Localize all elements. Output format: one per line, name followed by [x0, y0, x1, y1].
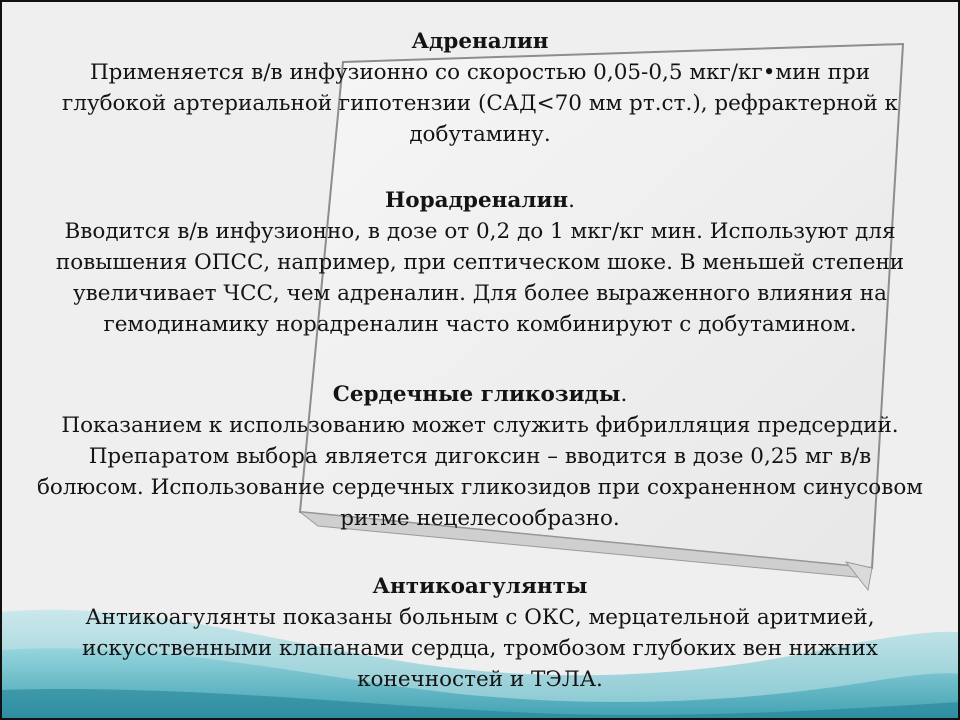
section-body	[6, 410, 954, 534]
section-heading: Антикоагулянты	[372, 574, 588, 599]
body-line: болюсом. Использование сердечных гликозидов при сохраненном синусовом	[36, 475, 924, 500]
section-anticoagulants	[6, 571, 954, 695]
body-line: повышения ОПСС, например, при септическом шоке. В меньшей степени	[55, 250, 905, 275]
body-line: увеличивает ЧСС, чем адреналин. Для более выраженного влияния на	[73, 281, 887, 306]
section-cardiac-glycosides	[6, 379, 954, 534]
section-heading: Сердечные гликозиды.	[332, 382, 628, 407]
section-adrenaline	[6, 26, 954, 150]
body-line: Показанием к использованию может служить фибрилляция предсердий.	[61, 413, 899, 438]
body-line: искусственными клапанами сердца, тромбозом глубоких вен нижних	[82, 636, 878, 661]
body-line: Препаратом выбора является дигоксин – вводится в дозе 0,25 мг в/в	[88, 444, 872, 469]
body-line: конечностей и ТЭЛА.	[357, 667, 603, 692]
body-line: глубокой артериальной гипотензии (САД<70 мм рт.ст.), рефрактерной к	[62, 91, 898, 116]
section-body	[6, 57, 954, 150]
section-heading: Адреналин	[411, 29, 549, 54]
body-line: гемодинамику норадреналин часто комбинируют с добутамином.	[103, 312, 857, 337]
body-line: Применяется в/в инфузионно со скоростью 0,05-0,5 мкг/кг•мин при	[89, 60, 871, 85]
section-noradrenaline	[6, 185, 954, 340]
body-line: добутамину.	[409, 122, 551, 147]
section-body	[6, 216, 954, 340]
body-line: Вводится в/в инфузионно, в дозе от 0,2 до 1 мкг/кг мин. Используют для	[64, 219, 896, 244]
section-heading: Норадреналин.	[384, 188, 575, 213]
body-line: Антикоагулянты показаны больным с ОКС, мерцательной аритмией,	[85, 605, 875, 630]
section-body	[6, 602, 954, 695]
body-line: ритме нецелесообразно.	[340, 506, 620, 531]
